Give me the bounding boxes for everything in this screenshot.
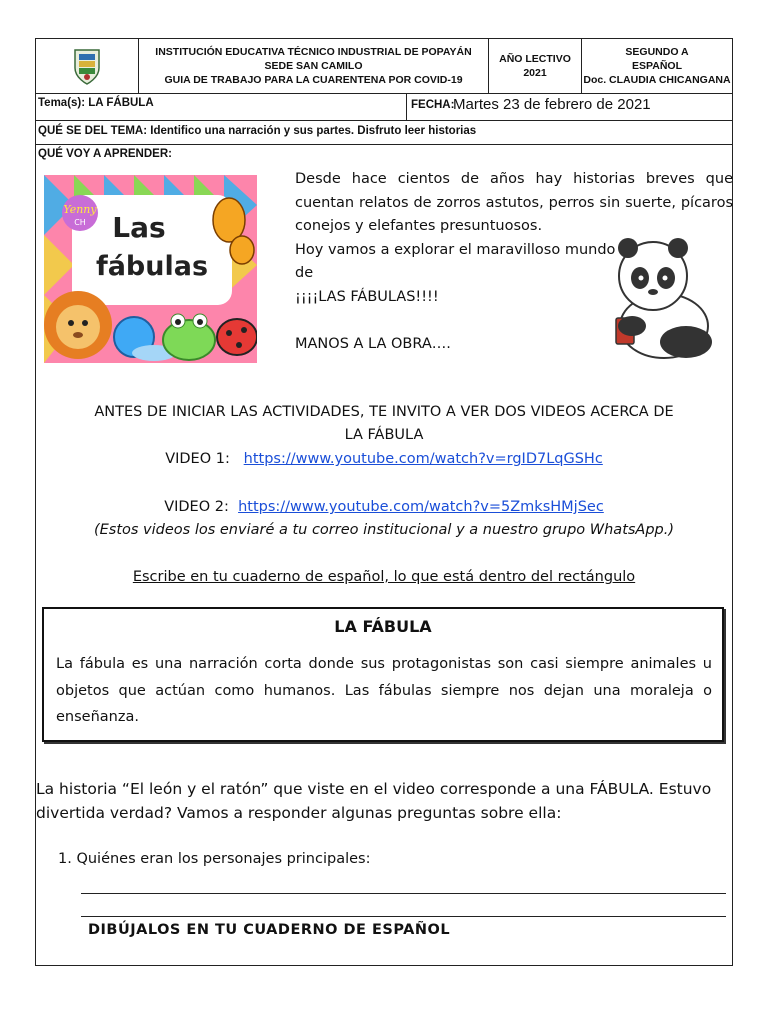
intro-line-fabulas: ¡¡¡¡LAS FÁBULAS!!!! <box>295 288 439 305</box>
answer-line-2[interactable] <box>81 916 726 917</box>
date-label: FECHA: <box>411 99 455 111</box>
intro-line-explore: Hoy vamos a explorar el maravilloso mundo <box>295 241 616 258</box>
date-box <box>406 93 733 120</box>
answer-line-1[interactable] <box>81 893 726 894</box>
videos-note: (Estos videos los enviaré a tu correo institucional y a nuestro grupo WhatsApp.) <box>93 522 675 538</box>
worksheet-page <box>35 38 733 966</box>
intro-line-manos: MANOS A LA OBRA…. <box>295 335 451 352</box>
definition-text: La fábula es una narración corta donde sus protagonistas son casi siempre animales u objetos que actúan como humanos. Las fábulas siempre nos dejan una moraleja o enseñanza. <box>56 656 712 725</box>
year-cell <box>489 39 582 93</box>
video1-row <box>36 448 732 471</box>
ladybug-icon <box>217 319 257 355</box>
guide-title: GUIA DE TRABAJO PARA LA CUARENTENA POR COVID-19 <box>164 74 463 86</box>
grade-cell <box>582 39 732 93</box>
badge-sub: CH <box>74 218 86 227</box>
video2-label: VIDEO 2: <box>164 499 229 515</box>
frog-icon <box>163 314 215 360</box>
prior-knowledge: QUÉ SE DEL TEMA: Identifico una narración y sus partes. Disfruto leer historias <box>38 125 477 137</box>
draw-instruction: DIBÚJALOS EN TU CUADERNO DE ESPAÑOL <box>88 922 451 938</box>
badge-text: Yenny <box>63 203 97 216</box>
year-label: AÑO LECTIVO <box>499 53 571 65</box>
teacher: Doc. CLAUDIA CHICANGANA <box>583 74 731 86</box>
header-table <box>36 39 732 94</box>
grade: SEGUNDO A <box>625 46 689 58</box>
lion-icon <box>44 291 112 359</box>
illustration-title-line2: fábulas <box>95 251 209 282</box>
school-crest-icon <box>72 46 102 86</box>
copy-instruction: Escribe en tu cuaderno de español, lo que está dentro del rectángulo <box>132 569 636 585</box>
learning-row <box>36 145 732 165</box>
question-1: 1. Quiénes eran los personajes principales: <box>58 851 371 867</box>
topic: Tema(s): LA FÁBULA <box>38 97 154 109</box>
institution-name: INSTITUCIÓN EDUCATIVA TÉCNICO INDUSTRIAL DE POPAYÁN <box>155 46 472 58</box>
story-paragraph: La historia “El león y el ratón” que viste en el video corresponde a una FÁBULA. Estuvo divertida verdad? Vamos a responder algunas preguntas sobre ella: <box>36 780 712 822</box>
subject: ESPAÑOL <box>632 60 682 72</box>
definition-title: LA FÁBULA <box>334 617 432 636</box>
video1-link[interactable]: https://www.youtube.com/watch?v=rgID7LqGSHc <box>243 451 603 467</box>
intro-line-de: de <box>295 265 314 281</box>
prior-knowledge-row <box>36 121 732 145</box>
date-value: Martes 23 de febrero de 2021 <box>453 96 651 113</box>
learning-label: QUÉ VOY A APRENDER: <box>38 148 172 160</box>
topic-row <box>36 93 732 121</box>
intro-paragraph: Desde hace cientos de años hay historias breves que cuentan relatos de zorros astutos, perros sin suerte, pícaros conejos y elefantes presuntuosos. <box>295 171 733 234</box>
video1-label: VIDEO 1: <box>165 451 230 467</box>
panda-illustration <box>608 234 720 360</box>
video2-link[interactable]: https://www.youtube.com/watch?v=5ZmksHMjSec <box>238 499 604 515</box>
institution-cell <box>139 39 489 93</box>
las-fabulas-illustration <box>44 175 257 363</box>
year-value: 2021 <box>523 67 547 79</box>
video2-row <box>36 496 732 519</box>
logo-cell <box>36 39 139 93</box>
videos-intro-line2: LA FÁBULA <box>344 427 424 443</box>
illustration-title-line1: Las <box>112 211 166 244</box>
copy-instruction-wrap <box>36 566 732 589</box>
videos-intro-line1: ANTES DE INICIAR LAS ACTIVIDADES, TE INVITO A VER DOS VIDEOS ACERCA DE <box>94 404 674 420</box>
definition-box <box>42 607 724 742</box>
campus-name: SEDE SAN CAMILO <box>264 60 363 72</box>
